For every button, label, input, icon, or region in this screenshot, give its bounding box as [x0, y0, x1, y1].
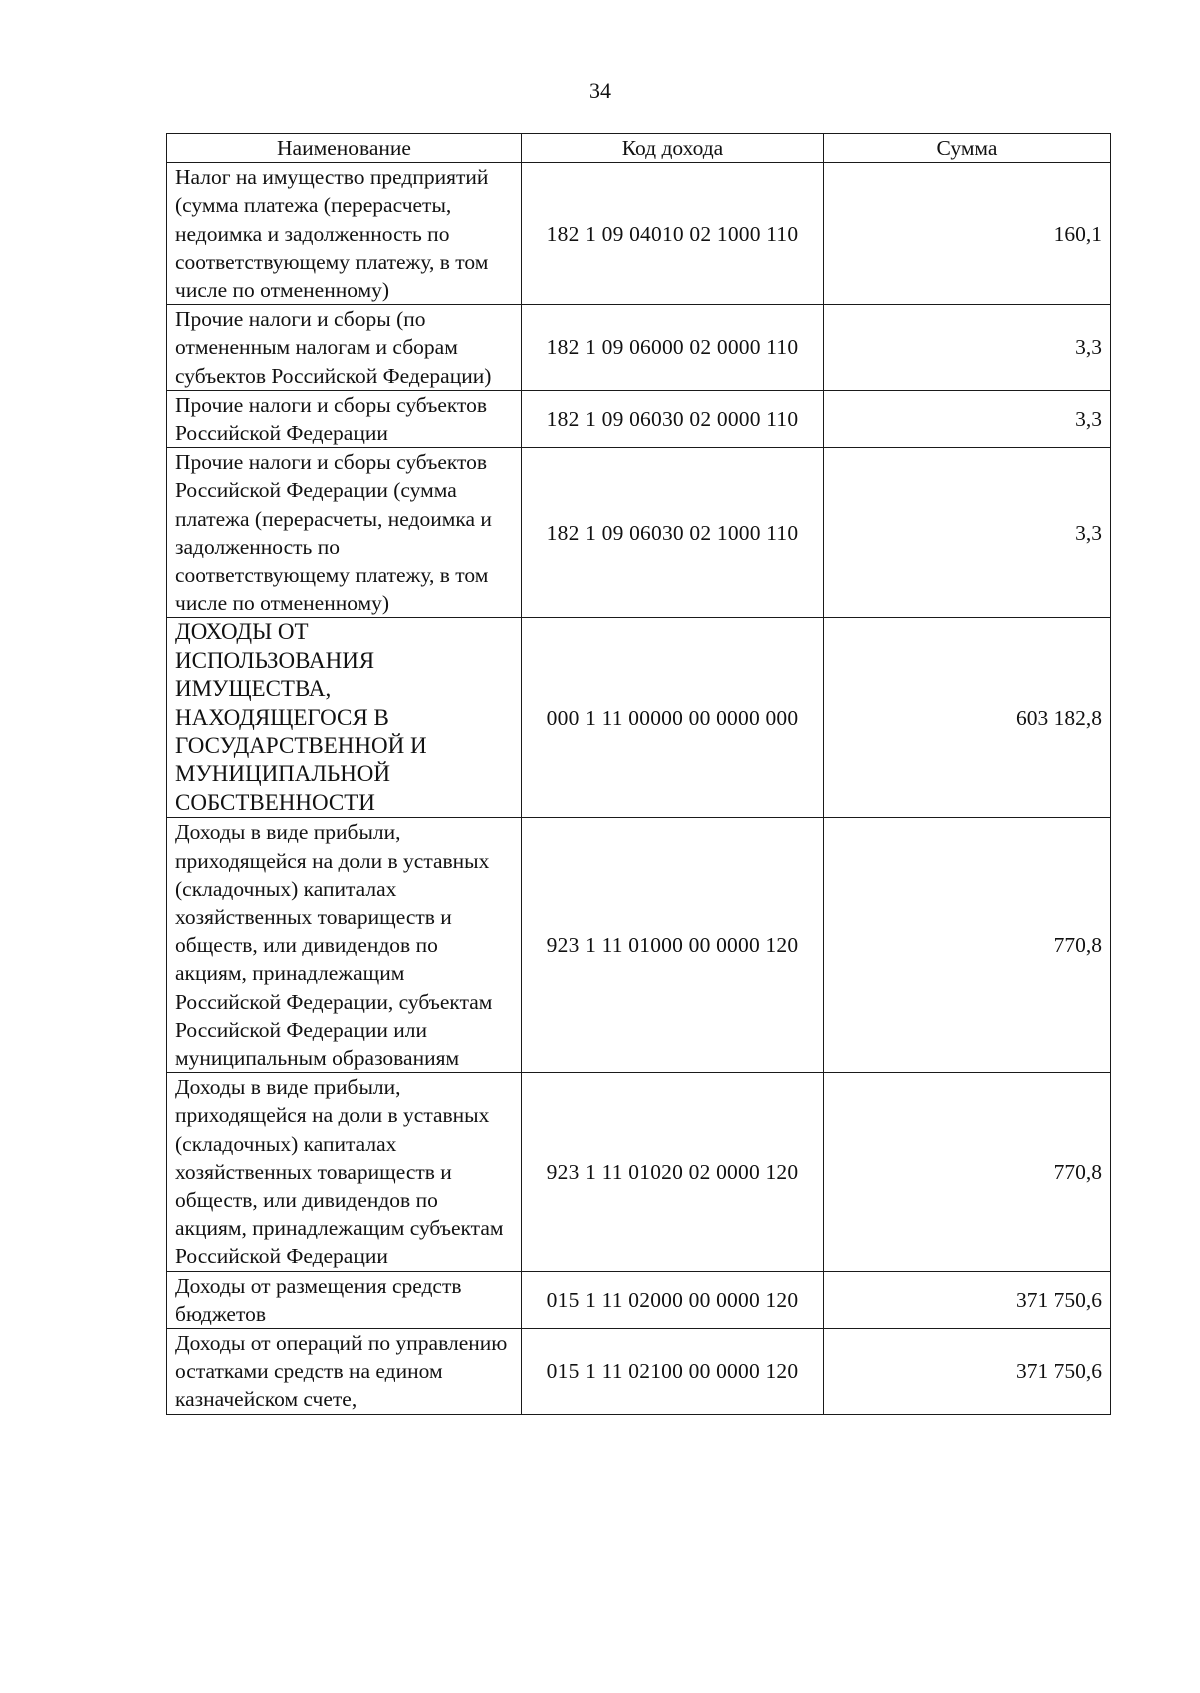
table-row: [167, 618, 1111, 818]
table-row: [167, 448, 1111, 618]
row-name: Доходы от размещения средств бюджетов: [167, 1271, 522, 1328]
row-name: ДОХОДЫ ОТ ИСПОЛЬЗОВАНИЯ ИМУЩЕСТВА, НАХОДЯЩЕГОСЯ В ГОСУДАРСТВЕННОЙ И МУНИЦИПАЛЬНОЙ СОБСТВЕННОСТИ: [167, 618, 522, 818]
table-header-row: [167, 134, 1111, 163]
row-sum: 3,3: [824, 448, 1111, 618]
row-sum: 770,8: [824, 1073, 1111, 1271]
row-code: 182 1 09 04010 02 1000 110: [522, 163, 824, 305]
row-code: 015 1 11 02100 00 0000 120: [522, 1328, 824, 1414]
row-name: Доходы в виде прибыли, приходящейся на доли в уставных (складочных) капиталах хозяйственных товариществ и обществ, или дивидендов по акциям, принадлежащим субъектам Российской Федерации: [167, 1073, 522, 1271]
row-code: 182 1 09 06000 02 0000 110: [522, 305, 824, 391]
revenue-table: [166, 133, 1111, 1415]
row-sum: 770,8: [824, 818, 1111, 1073]
table-row: [167, 390, 1111, 447]
row-sum: 603 182,8: [824, 618, 1111, 818]
table-row: [167, 305, 1111, 391]
row-sum: 3,3: [824, 390, 1111, 447]
row-name: Налог на имущество предприятий (сумма платежа (перерасчеты, недоимка и задолженность по соответствующему платежу, в том числе по отмененному): [167, 163, 522, 305]
table-row: [167, 1271, 1111, 1328]
header-code: Код дохода: [522, 134, 824, 163]
row-code: 015 1 11 02000 00 0000 120: [522, 1271, 824, 1328]
row-code: 000 1 11 00000 00 0000 000: [522, 618, 824, 818]
row-sum: 371 750,6: [824, 1271, 1111, 1328]
row-code: 182 1 09 06030 02 1000 110: [522, 448, 824, 618]
row-sum: 160,1: [824, 163, 1111, 305]
row-name: Доходы от операций по управлению остатками средств на едином казначейском счете,: [167, 1328, 522, 1414]
row-sum: 3,3: [824, 305, 1111, 391]
table-row: [167, 163, 1111, 305]
row-name: Прочие налоги и сборы субъектов Российской Федерации: [167, 390, 522, 447]
table-row: [167, 1073, 1111, 1271]
row-name: Прочие налоги и сборы (по отмененным налогам и сборам субъектов Российской Федерации): [167, 305, 522, 391]
row-code: 923 1 11 01020 02 0000 120: [522, 1073, 824, 1271]
row-sum: 371 750,6: [824, 1328, 1111, 1414]
row-name: Прочие налоги и сборы субъектов Российской Федерации (сумма платежа (перерасчеты, недоимка и задолженность по соответствующему платежу, в том числе по отмененному): [167, 448, 522, 618]
table-row: [167, 1328, 1111, 1414]
page-number: 34: [589, 78, 611, 103]
row-code: 923 1 11 01000 00 0000 120: [522, 818, 824, 1073]
table-row: [167, 818, 1111, 1073]
header-sum: Сумма: [824, 134, 1111, 163]
row-name: Доходы в виде прибыли, приходящейся на доли в уставных (складочных) капиталах хозяйственных товариществ и обществ, или дивидендов по акциям, принадлежащим Российской Федерации, субъектам Российской Федерации или муниципальным образованиям: [167, 818, 522, 1073]
header-name: Наименование: [167, 134, 522, 163]
row-code: 182 1 09 06030 02 0000 110: [522, 390, 824, 447]
